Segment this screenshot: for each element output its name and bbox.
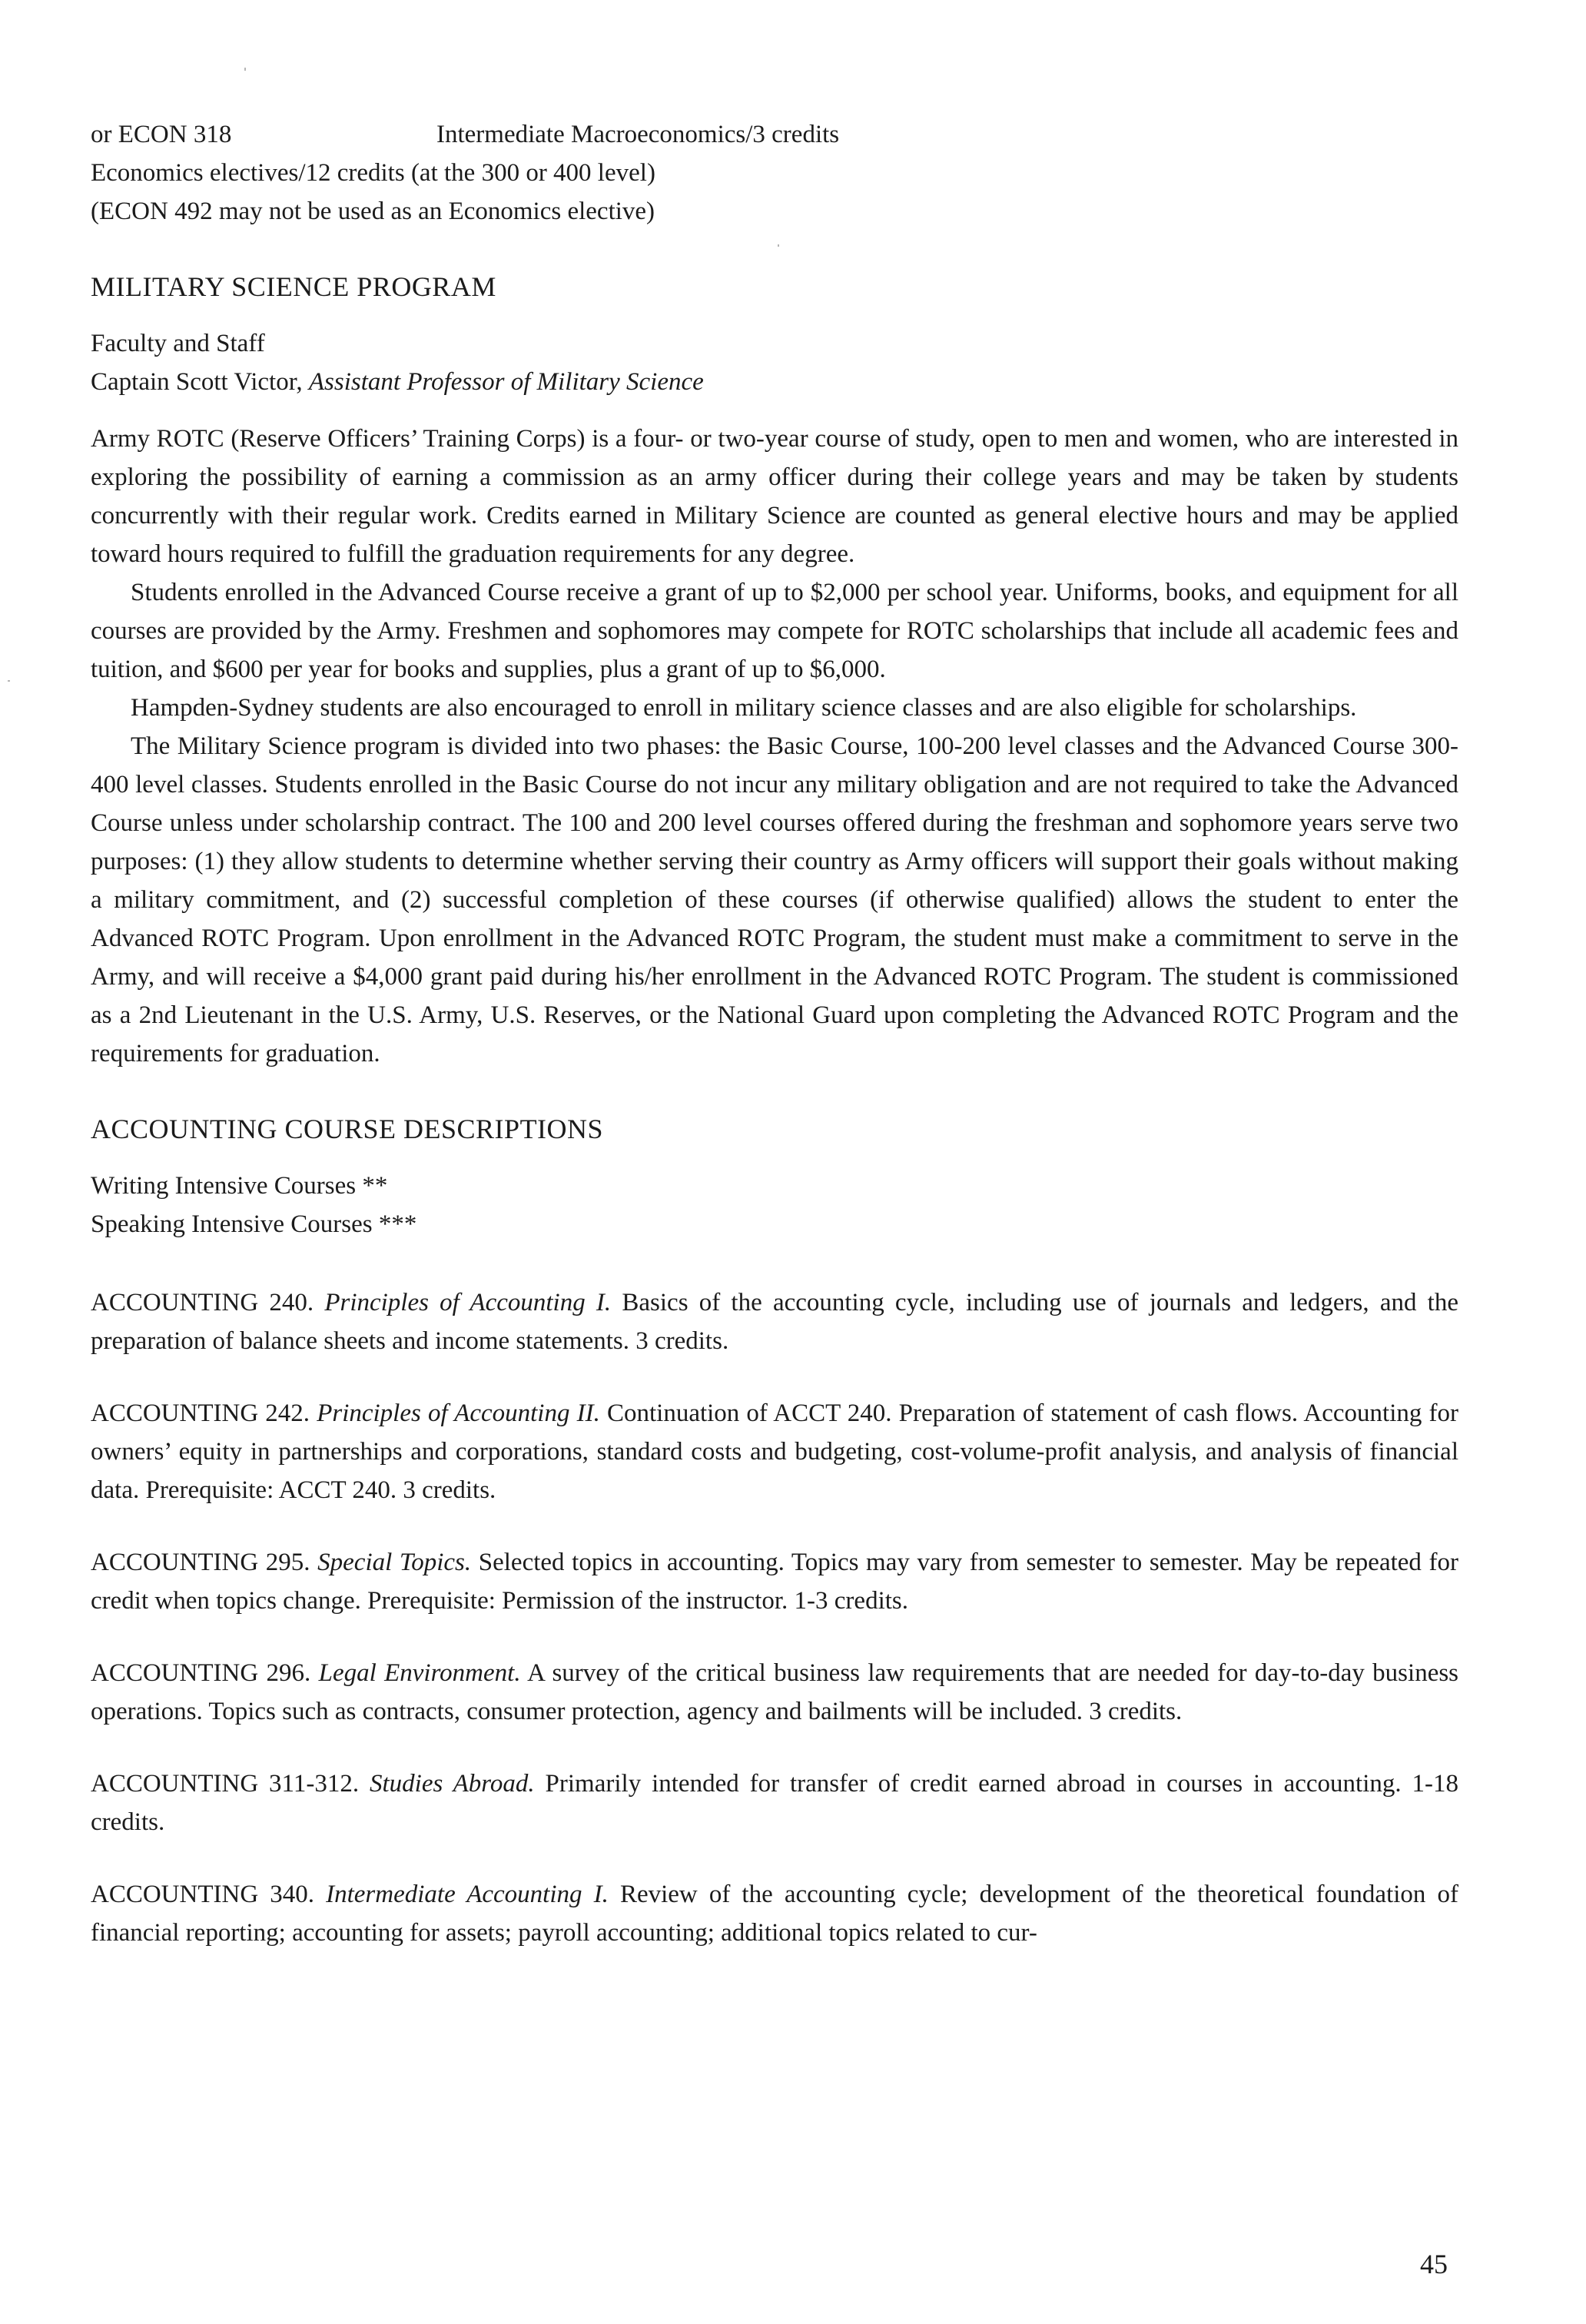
scan-mark — [244, 68, 246, 71]
course-title: Studies Abroad. — [369, 1770, 535, 1798]
course-desc: Continuation of ACCT 240. Preparation of statement of cash flows. Accounting for owners’ equity in partnerships and corporations, standard costs and budgeting, cost-volume-profit analysis, and analysis of financial data. Prerequisite: ACCT 240. 3 credits. — [91, 1399, 1458, 1504]
course-desc: Selected topics in accounting. Topics may vary from semester to semester. May be repeated for credit when topics change. Prerequisite: Permission of the instructor. 1-3 credits. — [91, 1549, 1459, 1615]
econ-electives: Economics electives/12 credits (at the 300 or 400 level) — [91, 159, 655, 187]
military-paragraph: The Military Science program is divided into two phases: the Basic Course, 100-200 level classes and the Advanced Course 300-400 level classes. Students enrolled in the Basic Course do not incur any military obligation and are not required to take the Advanced Course unless under scholarship contract. The 100 and 200 level courses offered during the freshman and sophomore years serve two purposes: (1) they allow students to determine whether serving their country as Army officers will support their goals without making a military commitment, and (2) successful completion of these courses (if otherwise qualified) allows the student to enter the Advanced ROTC Program. Upon enrollment in the Advanced ROTC Program, the student must make a commitment to serve in the Army, and will receive a $4,000 grant paid during his/her enrollment in the Advanced ROTC Program. The student is commissioned as a 2nd Lieutenant in the U.S. Army, U.S. Reserves, or the National Guard upon completing the Advanced ROTC Program and the requirements for graduation. — [91, 732, 1458, 1067]
course-title: Principles of Accounting II. — [317, 1399, 600, 1427]
military-paragraph: Students enrolled in the Advanced Course receive a grant of up to $2,000 per school year. Uniforms, books, and equipment for all courses are provided by the Army. Freshmen and sophomores may compete for ROTC scholarships that include all academic fees and tuition, and $600 per year for books and supplies, plus a grant of up to $6,000. — [91, 579, 1458, 683]
course-code: ACCOUNTING 311-312. — [91, 1770, 360, 1798]
page-number: 45 — [1420, 2249, 1448, 2279]
faculty-label: Faculty and Staff — [91, 330, 265, 357]
page-content — [91, 115, 1458, 1952]
course-entry — [91, 1765, 1458, 1841]
course-title: Legal Environment. — [318, 1659, 521, 1687]
course-desc: A survey of the critical business law requirements that are needed for day-to-day business operations. Topics such as contracts, consumer protection, agency and bailments will be included. 3 credits. — [91, 1659, 1459, 1725]
course-title: Intermediate Accounting I. — [326, 1881, 609, 1908]
course-code: ACCOUNTING 242. — [91, 1399, 310, 1427]
course-desc: Primarily intended for transfer of credit earned abroad in courses in accounting. 1-18 credits. — [91, 1770, 1458, 1836]
speaking-intensive-legend: Speaking Intensive Courses *** — [91, 1210, 417, 1238]
course-code: ACCOUNTING 295. — [91, 1549, 310, 1576]
course-entry — [91, 1283, 1458, 1360]
course-desc: Basics of the accounting cycle, including use of journals and ledgers, and the preparation of balance sheets and income statements. 3 credits. — [91, 1289, 1458, 1355]
faculty-title: Assistant Professor of Military Science — [308, 368, 704, 396]
econ-requirement-row — [91, 115, 1458, 154]
course-code: ACCOUNTING 296. — [91, 1659, 311, 1687]
military-heading: MILITARY SCIENCE PROGRAM — [91, 271, 496, 302]
course-code: ACCOUNTING 240. — [91, 1289, 314, 1316]
course-desc: Review of the accounting cycle; development of the theoretical foundation of financial reporting; accounting for assets; payroll accounting; additional topics related to cur- — [91, 1881, 1458, 1947]
military-paragraph: Army ROTC (Reserve Officers’ Training Corps) is a four- or two-year course of study, open to men and women, who are interested in exploring the possibility of earning a commission as an army officer during their college years and may be taken by students concurrently with their regular work. Credits earned in Military Science are counted as general elective hours and may be applied toward hours required to fulfill the graduation requirements for any degree. — [91, 425, 1458, 568]
course-entry — [91, 1394, 1458, 1509]
course-entry — [91, 1875, 1458, 1952]
writing-intensive-legend: Writing Intensive Courses ** — [91, 1172, 388, 1200]
course-title: Special Topics. — [317, 1549, 472, 1576]
course-title: Principles of Accounting I. — [324, 1289, 612, 1316]
course-entry — [91, 1543, 1458, 1620]
faculty-name: Captain Scott Victor, — [91, 368, 303, 396]
faculty-entry — [91, 363, 1458, 401]
scan-mark — [8, 680, 10, 682]
econ-course-code: or ECON 318 — [91, 121, 232, 148]
econ-note: (ECON 492 may not be used as an Economics elective) — [91, 198, 655, 225]
course-entry — [91, 1654, 1458, 1731]
course-code: ACCOUNTING 340. — [91, 1881, 315, 1908]
military-paragraph: Hampden-Sydney students are also encouraged to enroll in military science classes and are also eligible for scholarships. — [131, 694, 1357, 722]
accounting-heading: ACCOUNTING COURSE DESCRIPTIONS — [91, 1114, 604, 1144]
econ-course-desc: Intermediate Macroeconomics/3 credits — [436, 121, 840, 148]
